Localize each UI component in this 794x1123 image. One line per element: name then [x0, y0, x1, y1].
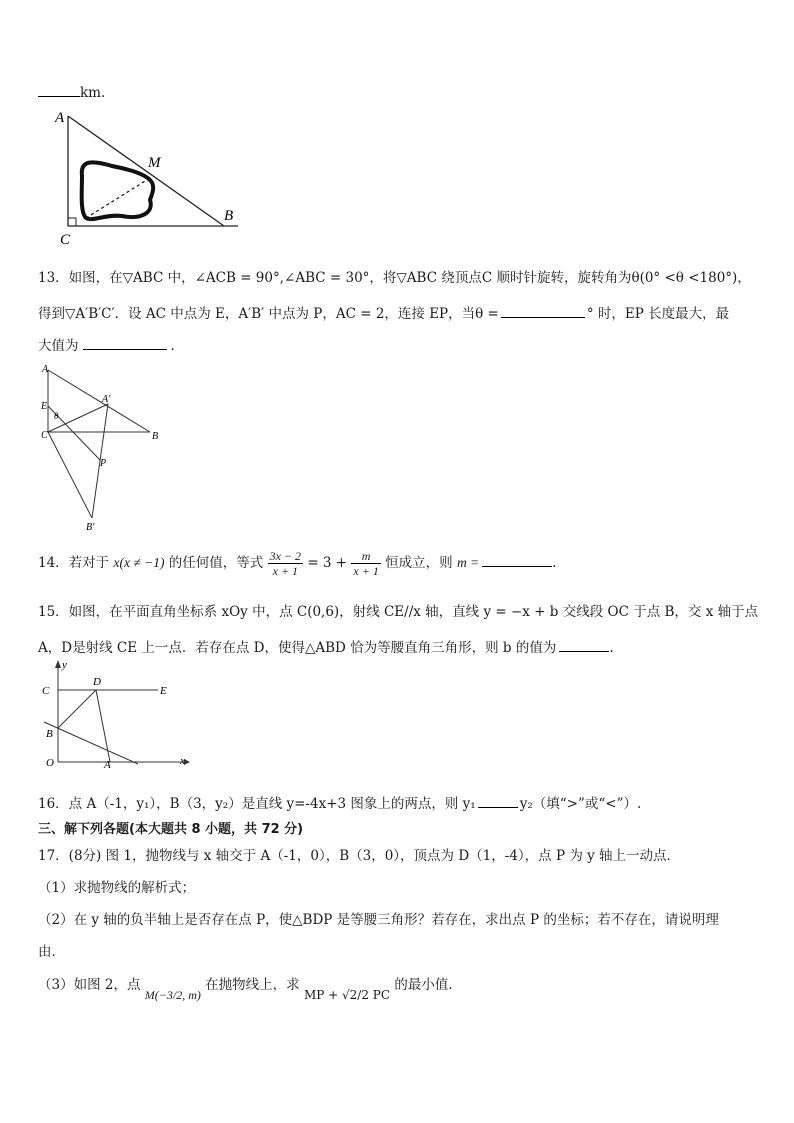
- fraction-left-num: 3x − 2: [269, 549, 302, 563]
- q13-line2: [38, 302, 729, 322]
- blank: [38, 84, 80, 97]
- unit-km: km.: [80, 85, 106, 101]
- q16-after: y₂（填“>”或“<”）.: [519, 796, 642, 812]
- q13-line1: 13．如图，在▽ABC 中，∠ACB = 90°,∠ABC = 30°，将▽ABC 绕顶点C 顺时针旋转，旋转角为θ(0° <θ <180°)，: [38, 270, 751, 286]
- q17-line1: 17．(8分) 图 1，抛物线与 x 轴交于 A（-1，0），B（3，0），顶点为 D（1，-4），点 P 为 y 轴上一动点．: [38, 848, 681, 864]
- q13-line3: [38, 334, 184, 354]
- right-angle-mark: [68, 218, 76, 226]
- label-c: C: [42, 685, 50, 697]
- blank-compare: [478, 795, 518, 808]
- label-b: B: [152, 431, 159, 442]
- q17-part3-prefix: （3）如图 2，点: [38, 977, 141, 993]
- q13-text-a: 得到▽A′B′C′．设 AC 中点为 E，A′B′ 中点为 P，AC = 2，连接 EP，当θ =: [38, 306, 499, 322]
- q17-part3: [38, 970, 462, 1000]
- q17-part2-line1: （2）在 y 轴的负半轴上是否存在点 P，使△BDP 是等腰三角形？若存在，求出点 P 的坐标；若不存在，请说明理: [38, 912, 719, 928]
- point-m-expression: M(−3/2, m): [144, 988, 201, 1002]
- figure-q15: [38, 656, 198, 772]
- y-axis-arrow: [55, 660, 61, 668]
- q15-period: .: [609, 640, 614, 656]
- q14-period: .: [552, 555, 557, 571]
- q13-text-b: ° 时，EP 长度最大，最: [586, 306, 730, 322]
- segment-bd: [58, 690, 96, 728]
- label-p: P: [100, 458, 107, 469]
- q13-text-c: 大值为: [38, 338, 79, 354]
- q14-equals: = 3 +: [307, 555, 348, 571]
- label-theta: θ: [54, 411, 59, 421]
- figure-road-triangle: [52, 108, 242, 248]
- label-b: B: [46, 728, 53, 740]
- blank-theta: [501, 305, 585, 318]
- q13-period: ．: [170, 338, 184, 354]
- q14-suffix: 恒成立，则: [385, 555, 453, 571]
- q14-line: [38, 548, 556, 578]
- dashed-segment: [86, 178, 150, 218]
- q16-line: [38, 792, 641, 812]
- fraction-right: [351, 549, 380, 578]
- blank-b: [559, 639, 609, 652]
- q15-line2: [38, 636, 614, 656]
- label-x: x: [180, 755, 185, 767]
- label-b-prime: B′: [86, 522, 95, 532]
- x-axis-arrow: [184, 759, 190, 765]
- figure-q13: [38, 362, 168, 532]
- answer-line-top: [38, 84, 105, 101]
- blank-m: [482, 554, 552, 567]
- label-e: E: [160, 685, 167, 697]
- fraction-left-den: x + 1: [272, 564, 299, 578]
- segment-da: [96, 690, 110, 762]
- q17-part1: （1）求抛物线的解析式；: [38, 880, 196, 896]
- label-c: C: [60, 232, 71, 248]
- lake-outline: [82, 162, 153, 219]
- q17-part3-end: 的最小值．: [394, 977, 462, 993]
- label-c: C: [41, 430, 48, 441]
- q15-text: A，D是射线 CE 上一点．若存在点 D，使得△ABD 恰为等腰直角三角形，则 b 的值为: [38, 640, 557, 656]
- blank-max: [83, 337, 167, 350]
- q14-condition: x(x ≠ −1): [113, 555, 165, 570]
- q16-text: 16．点 A（-1，y₁），B（3，y₂）是直线 y=-4x+3 图象上的两点，则 y₁: [38, 796, 476, 812]
- side-ab: [68, 116, 224, 226]
- q14-m-equals: m =: [456, 555, 480, 570]
- q14-mid: 的任何值，等式: [168, 555, 264, 571]
- side-ab: [48, 370, 150, 432]
- label-a: A: [104, 759, 111, 771]
- q14-prefix: 14．若对于: [38, 555, 110, 571]
- label-a: A: [55, 110, 65, 126]
- q15-line1: 15．如图，在平面直角坐标系 xOy 中，点 C(0,6)，射线 CE//x 轴，直线 y = −x + b 交线段 OC 于点 B，交 x 轴于点: [38, 604, 759, 620]
- q17-part2-line2: 由．: [38, 944, 65, 960]
- label-a: A: [42, 364, 49, 375]
- q17-part3-mid: 在抛物线上，求: [205, 977, 300, 993]
- label-e: E: [41, 401, 48, 412]
- label-d: D: [93, 676, 101, 688]
- label-b: B: [224, 208, 234, 224]
- min-expression: MP + √2/2 PC: [303, 988, 391, 1002]
- section-title: 三、解下列各题(本大题共 8 小题，共 72 分): [38, 822, 304, 837]
- fraction-right-num: m: [351, 549, 380, 564]
- label-y: y: [62, 659, 67, 671]
- fraction-left: [268, 549, 303, 578]
- label-a-prime: A′: [102, 394, 111, 405]
- label-m: M: [148, 155, 161, 171]
- label-o: O: [46, 757, 54, 769]
- fraction-right-den: x + 1: [353, 564, 379, 578]
